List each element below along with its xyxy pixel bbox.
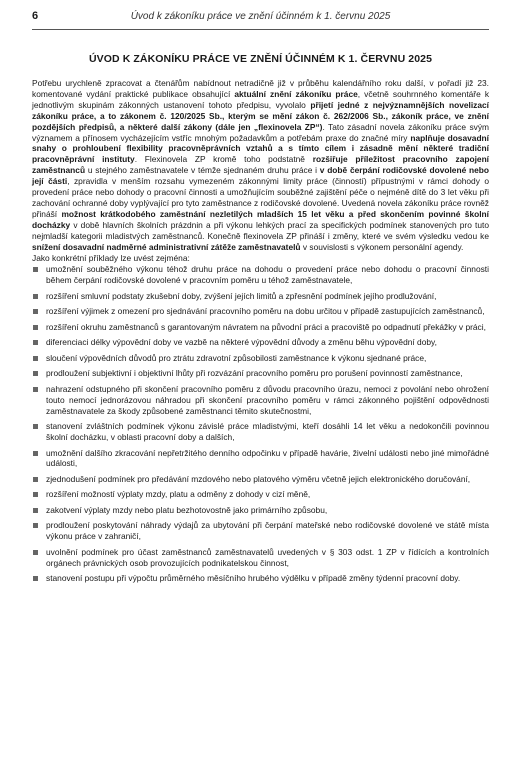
list-item (32, 505, 489, 516)
intro-text: . Flexinovela ZP kromě toho podstatně (134, 154, 313, 165)
square-bullet-icon (33, 387, 38, 392)
list-item-text: rozšíření smluvní podstaty zkušební doby, zvýšení jejích limitů a zpřesnění podmínek jejího prodlužování, (46, 290, 437, 301)
square-bullet-icon (33, 451, 38, 456)
list-item-text: nahrazení odstupného při skončení pracovního poměru z důvodu pracovního úrazu, nemoci z povolání nebo ohrožení touto nemocí jednorázovou náhradou při skončení pracovního poměru v rámci zákonného pojištění odpovědnosti zaměstnavatele za škody způsobené zaměstnanci těmito skutečnostmi, (46, 383, 489, 416)
intro-emphasis: v době čerpání rodičovské dovolené nebo její části (32, 165, 489, 187)
square-bullet-icon (33, 492, 38, 497)
list-lead: Jako konkrétní příklady lze uvést zejména: (32, 252, 190, 263)
list-item (32, 421, 489, 443)
list-item-text: sloučení výpovědních důvodů pro ztrátu zdravotní způsobilosti zaměstnance k výkonu sjednané práce, (46, 352, 427, 363)
list-item-text: umožnění souběžného výkonu téhož druhu práce na dohodu o provedení práce nebo dohodu o pracovní činnosti během čerpání rodičovské dovolené v pracovním poměru u téhož zaměstnavatele, (46, 264, 489, 286)
list-item (32, 368, 489, 379)
page-number: 6 (32, 10, 39, 22)
list-item-text: diferenciaci délky výpovědní doby ve vazbě na některé výpovědní důvody a změnu běhu výpovědní doby, (46, 337, 437, 348)
list-item-text: prodloužení poskytování náhrady výdajů za ubytování při čerpání mateřské nebo rodičovské dovolené ve státě místa výkonu práce v zahraničí, (46, 520, 489, 542)
list-item (32, 474, 489, 485)
square-bullet-icon (33, 356, 38, 361)
list-item-text: stanovení postupu při výpočtu průměrného měsíčního hrubého výdělku v případě změny týdenní pracovní doby. (46, 573, 461, 584)
list-item (32, 448, 489, 470)
square-bullet-icon (33, 523, 38, 528)
square-bullet-icon (33, 424, 38, 429)
square-bullet-icon (33, 325, 38, 330)
list-item-text: uvolnění podmínek pro účast zaměstnanců zaměstnavatelů uvedených v § 303 odst. 1 ZP v řídících a kontrolních orgánech právnických osob provozujících podnikatelskou činnost, (46, 546, 489, 568)
running-header (32, 10, 489, 30)
list-item (32, 384, 489, 417)
list-item-text: stanovení zvláštních podmínek výkonu závislé práce mladistvými, kteří dosáhli 14 let věku a nedokončili povinnou školní docházku, v oblasti pracovní doby a dalších, (46, 421, 489, 443)
list-item-text: prodloužení subjektivní i objektivní lhůty při rozvázání pracovního poměru pro porušení povinností zaměstnance, (46, 368, 463, 379)
list-item (32, 547, 489, 569)
list-item (32, 520, 489, 542)
intro-text: Potřebu urychleně zpracovat a čtenářům nabídnout netradičně již v průběhu kalendářního roku další, v pořadí již 23. komentované vydání praktické publikace obsahující (32, 78, 489, 99)
running-title: Úvod k zákoníku práce ve znění účinném k 1. červnu 2025 (130, 11, 391, 22)
intro-paragraph (32, 78, 489, 253)
list-item (32, 291, 489, 302)
intro-text: . Tato zásadní novela zákoníku práce svým významem a přínosem vycházejícím vstříc mnohým požadavkům a potřebám praxe do značné míry (32, 121, 489, 143)
square-bullet-icon (33, 508, 38, 513)
square-bullet-icon (33, 477, 38, 482)
square-bullet-icon (33, 550, 38, 555)
list-item-text: rozšíření okruhu zaměstnanců s garantovaným návratem na původní práci a pracoviště po odpadnutí překážky v práci, (46, 321, 486, 332)
list-item-text: rozšíření možností výplaty mzdy, platu a odměny z dohody v cizí měně, (46, 489, 311, 500)
intro-emphasis: aktuální znění zákoníku práce (234, 88, 358, 99)
square-bullet-icon (33, 294, 38, 299)
intro-emphasis: snížení dosavadní nadměrné administrativní zátěže zaměstnavatelů (32, 241, 301, 252)
square-bullet-icon (33, 309, 38, 314)
list-item (32, 306, 489, 317)
list-item-text: umožnění dalšího zkracování nepřetržitého denního odpočinku v případě havárie, živelní události nebo jiné mimořádné události, (46, 447, 489, 469)
list-item (32, 573, 489, 584)
list-item-text: zjednodušení podmínek pro předávání mzdového nebo platového výměru včetně jejich elektronického doručování, (46, 473, 471, 484)
list-item-text: zakotvení výplaty mzdy nebo platu bezhotovostně jako primárního způsobu, (46, 504, 328, 515)
section-title: ÚVOD K ZÁKONÍKU PRÁCE VE ZNĚNÍ ÚČINNÉM K 1. ČERVNU 2025 (88, 53, 433, 65)
list-item (32, 489, 489, 500)
intro-emphasis: rozšiřuje příležitost pracovního zapojení zaměstnanců (32, 154, 490, 176)
square-bullet-icon (33, 340, 38, 345)
list-item (32, 322, 489, 333)
intro-text: , včetně souhrnného komentáře k jednotlivým skupinám zákonných ustanovení tohoto předpisu, vyvolalo (32, 88, 490, 110)
intro-text: , zpravidla v menším rozsahu vymezeném zákonnými limity práce (činností) přípustnými v rámci dohody o provedení práce nebo dohody o pracovní činnosti a umožňujícím souběžné zajištění péče o nejméně dítě do 3 let věku při zachování ochranné doby vyplývající pro tyto zaměstnance z rodičovské dovolené. Uvedená novela zákoníku práce rovněž přináší (32, 176, 490, 219)
intro-text: v souvislosti s výkonem personální agendy. (300, 241, 464, 252)
intro-emphasis: naplňuje dosavadní snahy o prohloubení flexibility pracovněprávních vztahů a s tímto cílem i zásadně mění některé tradiční pracovněprávní instituty (32, 132, 490, 165)
list-item-text: rozšíření výjimek z omezení pro sjednávání pracovního poměru na dobu určitou v případě zastupujících zaměstnanců, (46, 306, 485, 317)
square-bullet-icon (33, 576, 38, 581)
list-item (32, 353, 489, 364)
list-item (32, 337, 489, 348)
examples-list (32, 264, 489, 584)
intro-emphasis: možnost krátkodobého zaměstnání nezletilých mladších 15 let věku a před skončením povinné školní docházky (32, 208, 489, 230)
intro-text: u stejného zaměstnavatele v témže sjednaném druhu práce i (85, 165, 320, 176)
list-item (32, 264, 489, 286)
square-bullet-icon (33, 267, 38, 272)
square-bullet-icon (33, 371, 38, 376)
intro-emphasis: přijetí jedné z nejvýznamnějších novelizací zákoníku práce, a to zákonem č. 120/2025 Sb., kterým se mění zákon č. 262/2006 Sb., zákoník práce, ve znění pozdějších předpisů, a některé další zákony (dále jen „flexinovela ZP“) (32, 99, 489, 132)
intro-text: v době hlavních školních prázdnin a při výkonu lehkých prací za specifických podmínek stanovených pro tuto nejmladší kategorii mladistvých zaměstnanců. Konečně flexinovela ZP přináší i změny, které ve svém výsledku vedou ke (32, 219, 489, 241)
